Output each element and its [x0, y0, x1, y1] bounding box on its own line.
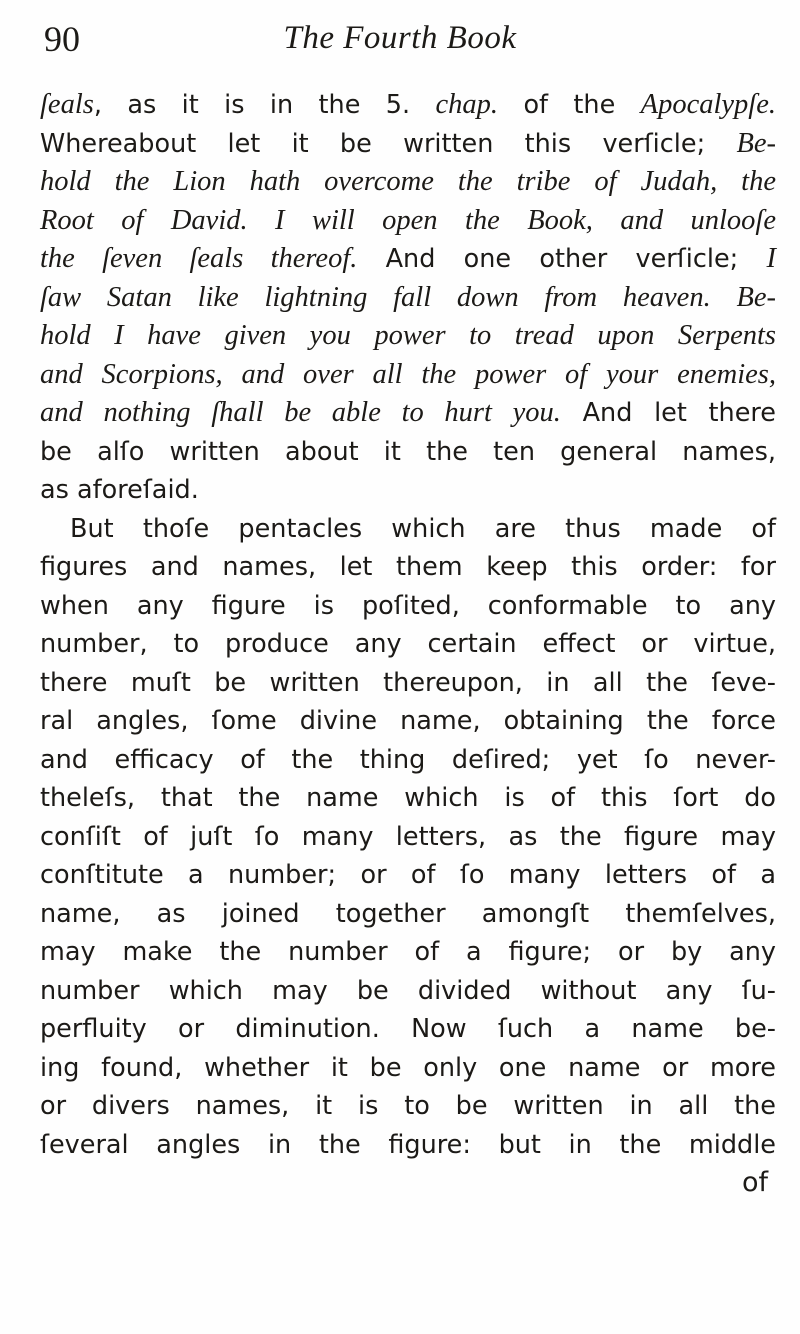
text-line [40, 510, 776, 549]
text-line [40, 394, 776, 433]
body-text [40, 86, 776, 1202]
text-line [40, 664, 776, 703]
text-line [40, 548, 776, 587]
text-line [40, 587, 776, 626]
roman-segment: conſtitute a number; or of ſo many letters of a [40, 860, 776, 890]
roman-segment: ral angles, ſome divine name, obtaining the force [40, 706, 776, 736]
text-line [40, 1126, 776, 1165]
italic-segment: and Scorpions, and over all the power of your enemies, [40, 358, 776, 390]
roman-segment: of the [498, 90, 641, 120]
italic-segment: ſeals [40, 89, 94, 120]
italic-segment: Be- [736, 127, 776, 159]
roman-segment: And let there [560, 398, 776, 428]
roman-segment: and efficacy of the thing deſired; yet ſo never- [40, 744, 776, 775]
roman-segment: number which may be divided without any ſu- [40, 975, 776, 1006]
roman-segment: But thoſe pentacles which are thus made of [70, 513, 776, 544]
italic-segment: hold the Lion hath overcome the tribe of Judah, the [40, 166, 776, 197]
page-header [44, 18, 756, 68]
text-line [40, 279, 776, 318]
text-line [40, 1087, 776, 1126]
text-line [40, 317, 776, 356]
text-line [40, 895, 776, 934]
text-line [40, 1049, 776, 1088]
roman-segment: perfluity or diminution. Now ſuch a name be- [40, 1014, 776, 1044]
text-line [40, 933, 776, 972]
roman-segment: be alſo written about it the ten general names, [40, 436, 776, 467]
italic-segment: and nothing ſhall be able to hurt you. [40, 397, 561, 428]
roman-segment: or divers names, it is to be written in all the [40, 1091, 776, 1121]
page-number: 90 [44, 19, 80, 59]
italic-segment: I [766, 243, 776, 274]
italic-segment: chap. [435, 89, 499, 120]
roman-segment: there muſt be written thereupon, in all the ſeve- [40, 667, 776, 698]
roman-segment: , as it is in the 5. [93, 90, 436, 120]
text-line [40, 625, 776, 664]
text-line [40, 818, 776, 857]
roman-segment: number, to produce any certain effect or virtue, [40, 629, 776, 659]
roman-segment: Whereabout let it be written this verſicle; [40, 128, 737, 159]
text-line [40, 356, 776, 395]
text-line [40, 741, 776, 780]
italic-segment: Apocalypſe. [640, 89, 776, 120]
italic-segment: ſaw Satan like lightning fall down from heaven. Be- [40, 281, 776, 313]
text-lines [40, 86, 776, 1164]
roman-segment: conſiſt of juſt ſo many letters, as the figure may [40, 821, 776, 852]
roman-segment: name, as joined together amongſt themſelves, [40, 898, 776, 929]
roman-segment: when any figure is poſited, conformable to any [40, 590, 776, 621]
text-line [40, 433, 776, 472]
text-line [40, 1010, 776, 1049]
text-line [40, 856, 776, 895]
roman-segment: ing found, whether it be only one name or more [40, 1052, 776, 1083]
text-line [40, 202, 776, 241]
italic-segment: Root of David. I will open the Book, and unlooſe [40, 204, 776, 236]
text-line [40, 972, 776, 1011]
italic-segment: hold I have given you power to tread upon Serpents [40, 320, 776, 351]
text-line [40, 240, 776, 279]
text-line [40, 471, 776, 510]
text-line [40, 86, 776, 125]
roman-segment: figures and names, let them keep this order: for [40, 552, 776, 582]
catchword: of [741, 1167, 768, 1198]
text-line [40, 163, 776, 202]
roman-segment: ſeveral angles in the figure: but in the middle [40, 1129, 776, 1160]
italic-segment: the ſeven ſeals thereof. [40, 243, 358, 274]
running-head: The Fourth Book [283, 20, 517, 56]
roman-segment: theleſs, that the name which is of this ſort do [40, 783, 776, 813]
roman-segment: And one other verſicle; [357, 244, 767, 274]
text-line [40, 702, 776, 741]
roman-segment: may make the number of a figure; or by any [40, 937, 776, 967]
text-line [40, 125, 776, 164]
roman-segment: as aforeſaid. [40, 475, 199, 505]
text-line [40, 779, 776, 818]
